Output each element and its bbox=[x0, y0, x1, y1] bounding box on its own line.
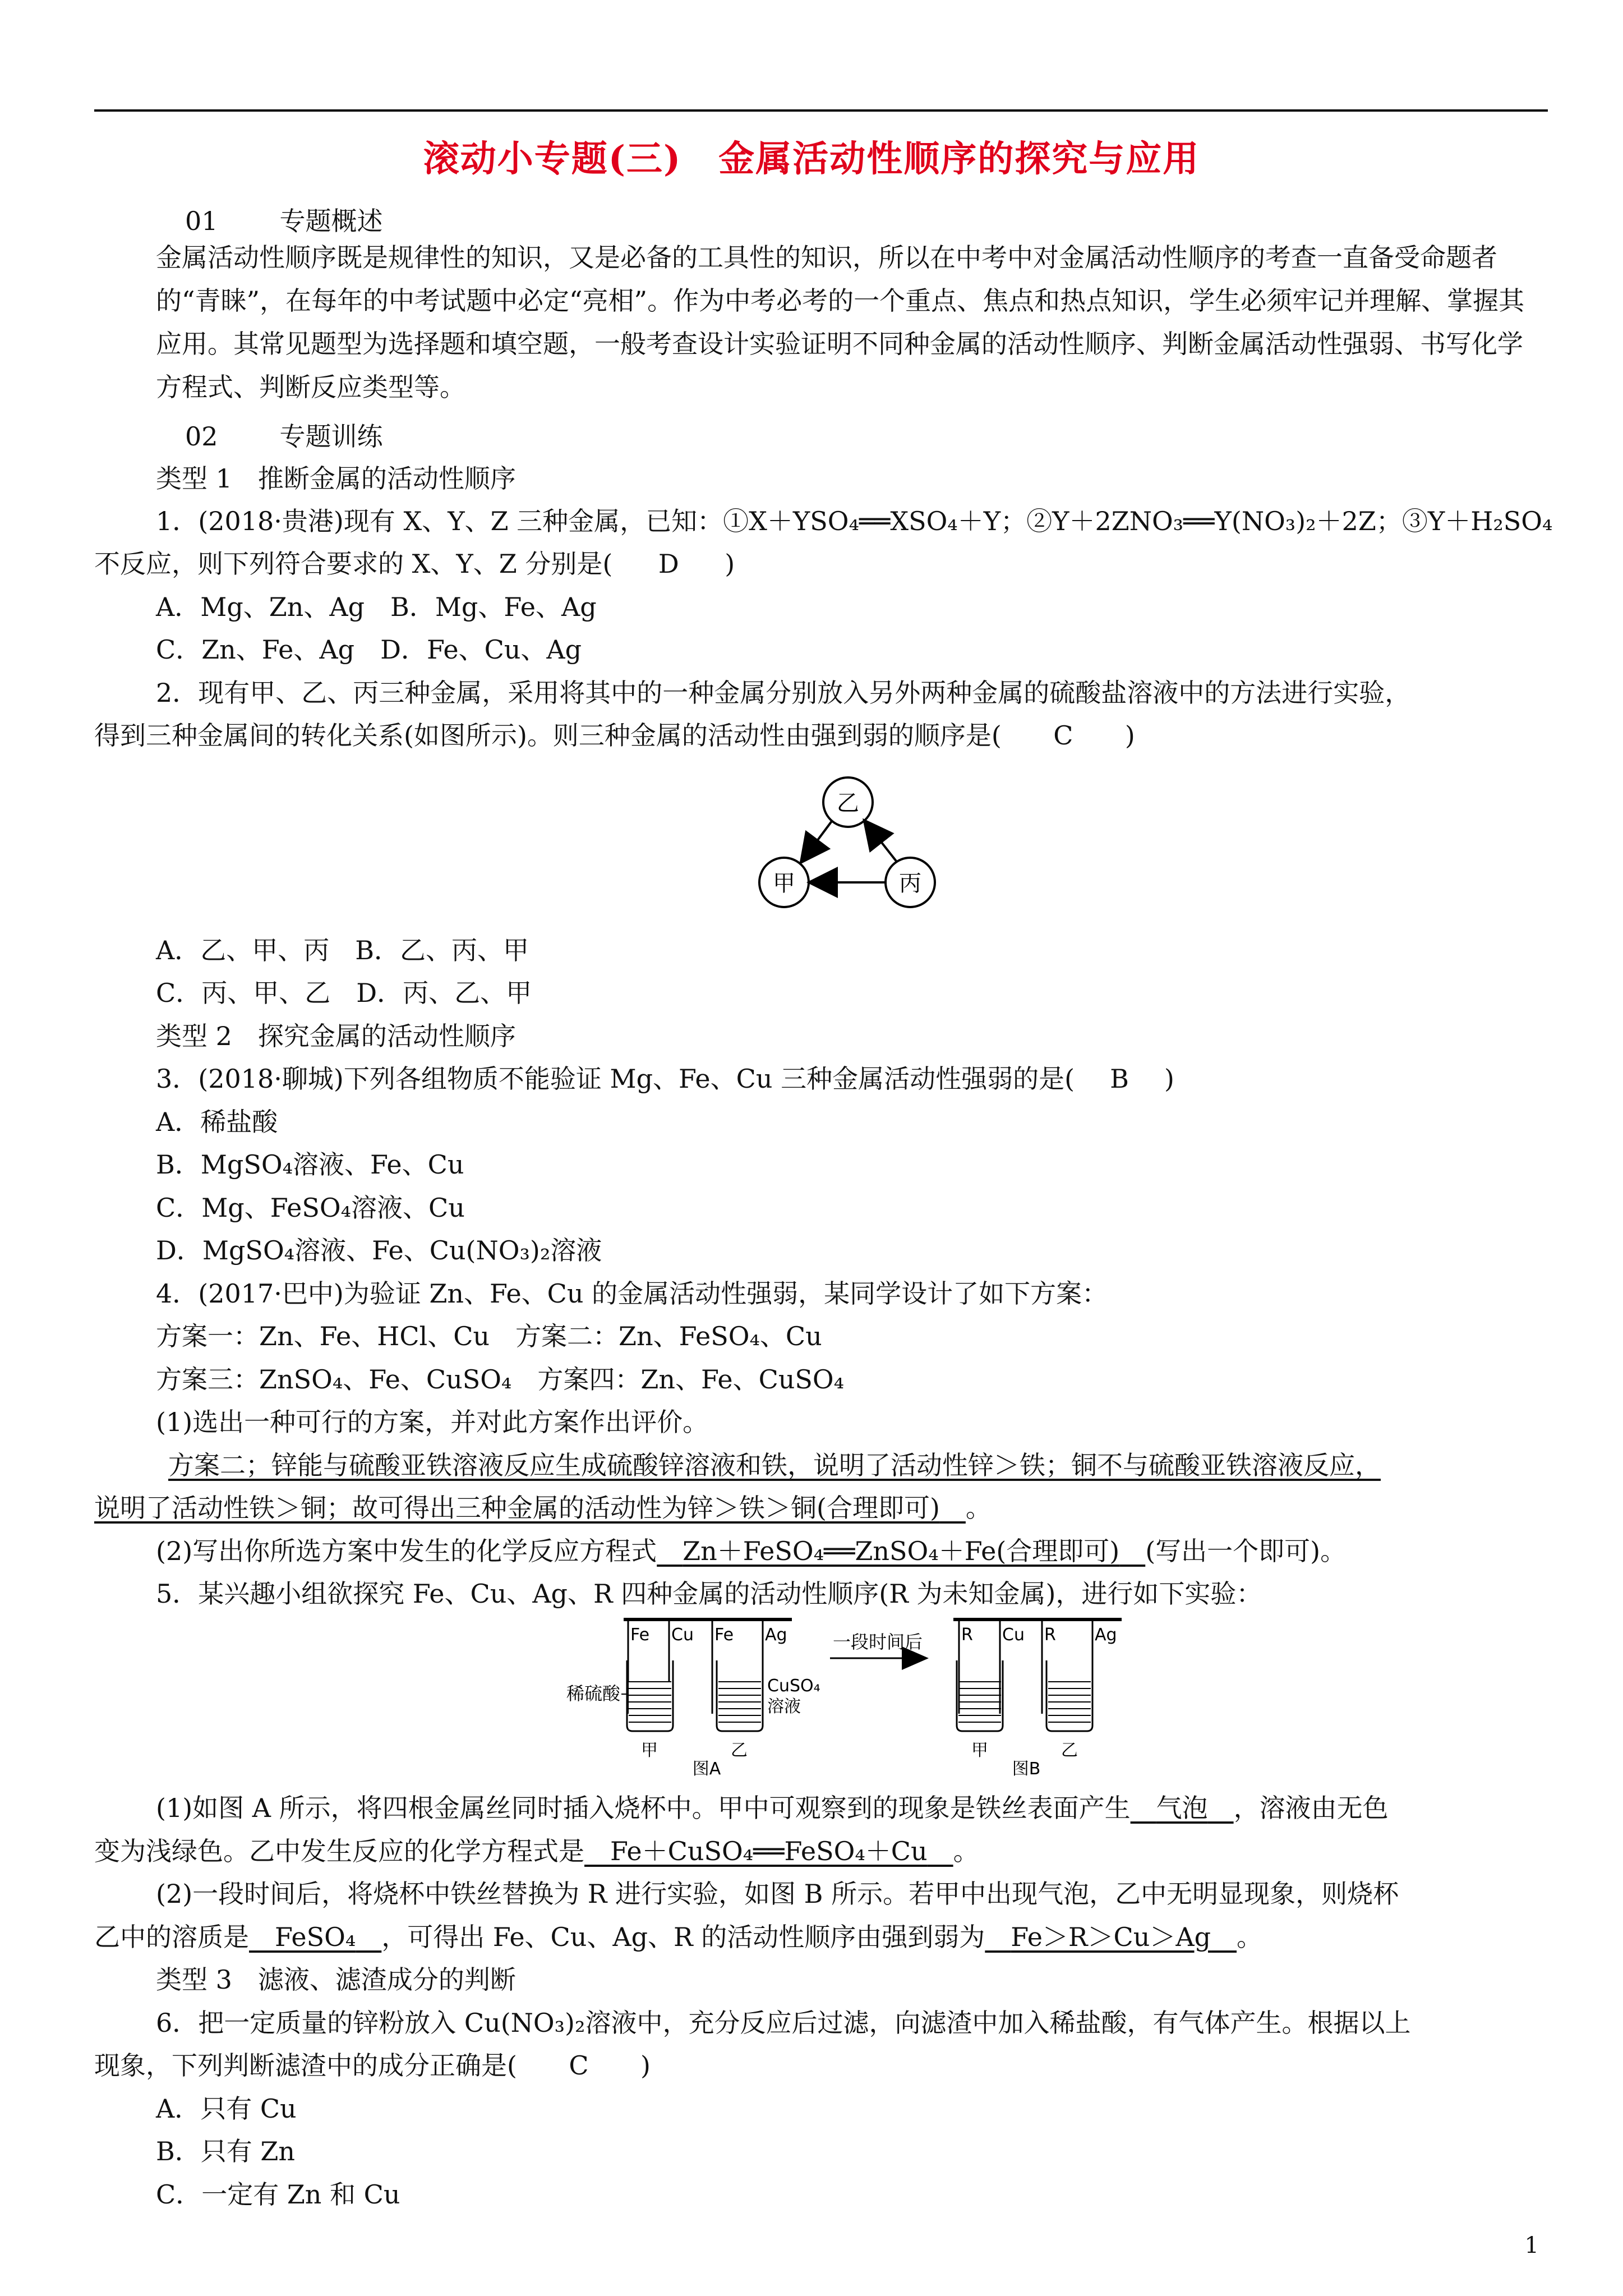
q5-answer-solute: FeSO₄ bbox=[275, 1922, 356, 1952]
wire-label: Cu bbox=[671, 1625, 694, 1645]
q2-stem-line2 bbox=[94, 719, 1135, 752]
node-top-label: 乙 bbox=[837, 790, 859, 816]
q5-sub2-text: ，可得出 Fe、Cu、Ag、R 的活动性顺序由强到弱为 bbox=[381, 1922, 985, 1952]
q4-stem: 4．(2017·巴中)为验证 Zn、Fe、Cu 的金属活动性强弱，某同学设计了如下方案： bbox=[156, 1278, 1108, 1309]
q6-stem-line1: 6．把一定质量的锌粉放入 Cu(NO₃)₂溶液中，充分反应后过滤，向滤渣中加入稀盐酸，有气体产生。根据以上 bbox=[156, 2008, 1411, 2038]
q5-sub1-text: (1)如图 A 所示，将四根金属丝同时插入烧杯中。甲中可观察到的现象是铁丝表面产生 bbox=[156, 1793, 1131, 1823]
q4-answer1-end: 。 bbox=[965, 1493, 992, 1523]
section-01-heading bbox=[185, 204, 383, 238]
q3-answer: B bbox=[1110, 1064, 1129, 1094]
q4-answer1-line1 bbox=[168, 1448, 1542, 1482]
section-number: 02 bbox=[185, 421, 218, 452]
type-1-heading: 类型 1 推断金属的活动性顺序 bbox=[156, 463, 516, 494]
q5-answer-order: Fe＞R＞Cu＞Ag bbox=[1011, 1922, 1211, 1952]
q2-options-ab: A．乙、甲、丙 B．乙、丙、甲 bbox=[156, 935, 529, 965]
overview-paragraph bbox=[156, 236, 1541, 409]
wire-label: Ag bbox=[765, 1625, 787, 1645]
wire-label: Cu bbox=[1002, 1625, 1025, 1645]
q4-sub2 bbox=[156, 1534, 1346, 1568]
type-3-heading: 类型 3 滤液、滤渣成分的判断 bbox=[156, 1964, 516, 1995]
q3-text: 3．(2018·聊城)下列各组物质不能验证 Mg、Fe、Cu 三种金属活动性强弱的是( bbox=[156, 1064, 1075, 1094]
q4-answer1-line2 bbox=[94, 1491, 992, 1525]
q3-bracket: ) bbox=[1164, 1064, 1174, 1094]
arrow-label: 一段时间后 bbox=[832, 1631, 923, 1653]
q6-bracket: ) bbox=[640, 2050, 651, 2081]
beaker-label: 乙 bbox=[1061, 1741, 1078, 1760]
acid-label: 稀硫酸 bbox=[566, 1683, 621, 1704]
beaker-label: 乙 bbox=[731, 1741, 748, 1760]
section-number: 01 bbox=[185, 206, 218, 236]
type-2-heading: 类型 2 探究金属的活动性顺序 bbox=[156, 1021, 516, 1051]
q1-bracket: ) bbox=[725, 549, 735, 579]
page-title: 滚动小专题(三) 金属活动性顺序的探究与应用 bbox=[423, 138, 1200, 180]
figure-b bbox=[953, 1618, 1122, 1778]
section-label: 专题概述 bbox=[279, 206, 383, 236]
wire-label: R bbox=[961, 1625, 973, 1645]
wire-label: R bbox=[1044, 1625, 1056, 1645]
q2-options-cd: C．丙、甲、乙 D．丙、乙、甲 bbox=[156, 978, 532, 1008]
header-rule bbox=[94, 109, 1548, 112]
q2-bracket: ) bbox=[1124, 720, 1135, 751]
q2-stem-line1: 2．现有甲、乙、丙三种金属，采用将其中的一种金属分别放入另外两种金属的硫酸盐溶液中的方法进行实验， bbox=[156, 678, 1411, 708]
q4-sub2-text: (2)写出你所选方案中发生的化学反应方程式 bbox=[156, 1536, 657, 1566]
q4-answer2: Zn＋FeSO₄══ZnSO₄＋Fe(合理即可) bbox=[683, 1536, 1120, 1566]
q6-option-c: C．一定有 Zn 和 Cu bbox=[156, 2179, 400, 2210]
q5-sub2-end: 。 bbox=[1237, 1922, 1263, 1952]
q6-option-b: B．只有 Zn bbox=[156, 2136, 296, 2166]
figure-b-caption: 图B bbox=[1012, 1759, 1041, 1778]
q3-option-b: B．MgSO₄溶液、Fe、Cu bbox=[156, 1149, 464, 1180]
solution-label: CuSO₄ bbox=[767, 1676, 820, 1696]
q6-answer: C bbox=[569, 2050, 589, 2081]
q5-sub2-line1: (2)一段时间后，将烧杯中铁丝替换为 R 进行实验，如图 B 所示。若甲中出现气泡，乙中无明显现象，则烧杯 bbox=[156, 1879, 1399, 1909]
q1-options-ab: A．Mg、Zn、Ag B．Mg、Fe、Ag bbox=[156, 592, 597, 622]
q1-stem-line1: 1．(2018·贵港)现有 X、Y、Z 三种金属，已知：①X＋YSO₄══XSO₄＋Y；②Y＋2ZNO₃══Y(NO₃)₂＋2Z；③Y＋H₂SO₄ bbox=[156, 506, 1553, 536]
q5-sub1-text: 变为浅绿色。乙中发生反应的化学方程式是 bbox=[94, 1836, 584, 1866]
arrow-top-to-left bbox=[802, 821, 832, 861]
q6-text: 现象，下列判断滤渣中的成分正确是( bbox=[94, 2050, 517, 2081]
q3-option-c: C．Mg、FeSO₄溶液、Cu bbox=[156, 1193, 465, 1223]
figure-a bbox=[566, 1618, 820, 1778]
q1-answer: D bbox=[658, 549, 679, 579]
wire-label: Fe bbox=[714, 1625, 734, 1645]
q3-stem bbox=[156, 1062, 1174, 1096]
beaker-label: 甲 bbox=[641, 1741, 658, 1760]
node-left-label: 甲 bbox=[773, 871, 795, 896]
q5-experiment-figure bbox=[561, 1616, 1155, 1778]
q1-text: 不反应，则下列符合要求的 X、Y、Z 分别是( bbox=[94, 549, 613, 579]
page-number: 1 bbox=[1524, 2233, 1539, 2258]
overview-text: 金属活动性顺序既是规律性的知识，又是必备的工具性的知识，所以在中考中对金属活动性顺序的考查一直备受命题者的“青睐”，在每年的中考试题中必定“亮相”。作为中考必考的一个重点、焦点和热点知识，学生必须牢记并理解、掌握其应用。其常见题型为选择题和填空题，一般考查设计实验证明不同种金属的活动性顺序、判断金属活动性强弱、书写化学方程式、判断反应类型等。 bbox=[156, 242, 1525, 402]
q1-options-cd: C．Zn、Fe、Ag D．Fe、Cu、Ag bbox=[156, 634, 582, 665]
q5-sub2-line2 bbox=[94, 1920, 1262, 1954]
q2-text: 得到三种金属间的转化关系(如图所示)。则三种金属的活动性由强到弱的顺序是( bbox=[94, 720, 1002, 751]
wire-label: Ag bbox=[1095, 1625, 1117, 1645]
q4-sub2-tail: (写出一个即可)。 bbox=[1145, 1536, 1347, 1566]
q3-option-a: A．稀盐酸 bbox=[156, 1107, 278, 1137]
q4-plans-3-4: 方案三：ZnSO₄、Fe、CuSO₄ 方案四：Zn、Fe、CuSO₄ bbox=[156, 1364, 845, 1395]
solution-label: 溶液 bbox=[767, 1697, 801, 1717]
q5-answer-bubbles: 气泡 bbox=[1156, 1793, 1208, 1823]
q6-stem-line2 bbox=[94, 2049, 651, 2082]
q1-stem-line2 bbox=[94, 547, 735, 581]
q5-answer-equation: Fe＋CuSO₄══FeSO₄＋Cu bbox=[610, 1836, 928, 1866]
q5-sub1-end: 。 bbox=[953, 1836, 979, 1866]
section-02-heading bbox=[185, 420, 383, 453]
q5-sub1-tail: ，溶液由无色 bbox=[1233, 1793, 1389, 1823]
figure-a-caption: 图A bbox=[692, 1759, 721, 1778]
beaker-label: 甲 bbox=[971, 1741, 988, 1760]
q2-answer: C bbox=[1053, 720, 1073, 751]
q5-stem: 5．某兴趣小组欲探究 Fe、Cu、Ag、R 四种金属的活动性顺序(R 为未知金属)，进行如下实验： bbox=[156, 1579, 1262, 1609]
q3-option-d: D．MgSO₄溶液、Fe、Cu(NO₃)₂溶液 bbox=[156, 1235, 602, 1266]
node-right-label: 丙 bbox=[899, 871, 921, 896]
section-label: 专题训练 bbox=[279, 421, 383, 452]
q2-conversion-diagram bbox=[751, 771, 942, 912]
q5-sub1-line1 bbox=[156, 1791, 1389, 1825]
q4-sub1: (1)选出一种可行的方案，并对此方案作出评价。 bbox=[156, 1407, 709, 1437]
arrow-right-to-top bbox=[865, 822, 896, 861]
q5-sub1-line2 bbox=[94, 1834, 979, 1868]
transition-arrow bbox=[830, 1631, 925, 1658]
q5-sub2-text: 乙中的溶质是 bbox=[94, 1922, 249, 1952]
q4-answer1-text: 方案二；锌能与硫酸亚铁溶液反应生成硫酸锌溶液和铁，说明了活动性锌＞铁；铜不与硫酸亚铁溶液反应， bbox=[168, 1450, 1381, 1480]
wire-label: Fe bbox=[630, 1625, 650, 1645]
q6-option-a: A．只有 Cu bbox=[156, 2093, 297, 2124]
q4-plans-1-2: 方案一：Zn、Fe、HCl、Cu 方案二：Zn、FeSO₄、Cu bbox=[156, 1321, 822, 1351]
q4-answer1-text: 说明了活动性铁＞铜；故可得出三种金属的活动性为锌＞铁＞铜(合理即可) bbox=[94, 1493, 940, 1523]
